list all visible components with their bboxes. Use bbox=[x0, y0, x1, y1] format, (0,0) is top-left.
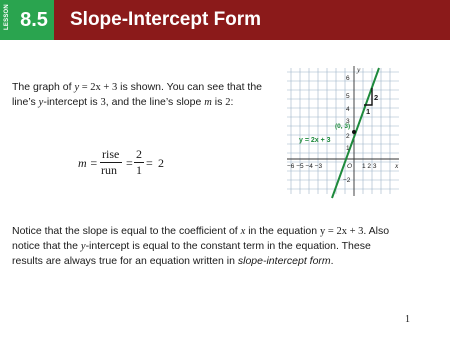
notice-x-var: x bbox=[240, 226, 246, 237]
x-axis-label: x bbox=[395, 161, 399, 170]
header-bar bbox=[0, 0, 450, 40]
intro-eq-y: y bbox=[74, 82, 80, 93]
intro-eq-rest: = 2x + 3 bbox=[79, 82, 118, 93]
y-axis-label: y bbox=[357, 65, 361, 74]
notice-emphasis: slope-intercept form bbox=[237, 255, 331, 267]
notice-y-var: y bbox=[80, 241, 86, 252]
intro-text-5: is bbox=[211, 96, 226, 108]
notice-text-5: . bbox=[330, 255, 334, 267]
formula-lhs: m = bbox=[78, 156, 98, 170]
formula-denominator: 1 bbox=[136, 163, 142, 177]
formula-numerator: 2 bbox=[136, 147, 142, 161]
notice-text-3: . Also notice that the bbox=[12, 225, 390, 252]
y-tick-neg-2: −2 bbox=[343, 177, 351, 184]
intro-text-4: , and the line’s slope bbox=[105, 96, 205, 108]
y-tick-4: 4 bbox=[346, 106, 350, 113]
lesson-tag bbox=[0, 0, 14, 40]
x-ticks-positive: 1 2 3 bbox=[362, 163, 377, 170]
intro-paragraph bbox=[12, 80, 262, 110]
lesson-tag-label: LESSON bbox=[4, 4, 10, 30]
formula-rise: rise bbox=[102, 147, 120, 161]
page-number: 1 bbox=[405, 314, 410, 325]
intercept-point-label: (0, 3) bbox=[335, 123, 351, 130]
intro-text-2: is shown. You can see that the line’s bbox=[12, 81, 263, 108]
run-label: 1 bbox=[366, 107, 371, 116]
formula-run: run bbox=[101, 163, 117, 177]
intro-slope-value: 2 bbox=[225, 97, 231, 108]
line-graph bbox=[283, 62, 403, 202]
notice-equation: y = 2x + 3 bbox=[320, 226, 364, 237]
page-title: Slope-Intercept Form bbox=[70, 9, 262, 30]
formula-equals-1: = bbox=[126, 156, 133, 170]
y-tick-1: 1 bbox=[346, 145, 350, 152]
y-tick-6: 6 bbox=[346, 75, 350, 82]
y-tick-5: 5 bbox=[346, 93, 350, 100]
notice-text-2: in the equation bbox=[245, 225, 321, 237]
intro-m-var: m bbox=[204, 97, 212, 108]
equation-label: y = 2x + 3 bbox=[299, 137, 331, 144]
formula-equals-2: = bbox=[146, 156, 153, 170]
intro-text-6: : bbox=[230, 96, 234, 108]
y-tick-3: 3 bbox=[346, 118, 350, 125]
notice-text-4: -intercept is equal to the constant term in the equation. These results are always true for an equation written in bbox=[12, 240, 371, 267]
lesson-number: 8.5 bbox=[14, 0, 54, 40]
notice-paragraph bbox=[12, 224, 392, 268]
intro-intercept-value: 3 bbox=[100, 97, 106, 108]
intro-text-1: The graph of bbox=[12, 81, 75, 93]
notice-text-1: Notice that the slope is equal to the coefficient of bbox=[12, 225, 241, 237]
rise-label: 2 bbox=[374, 93, 379, 102]
x-ticks-negative: −6 −5 −4 −3 bbox=[287, 163, 323, 170]
formula-result: 2 bbox=[158, 156, 164, 170]
origin-label: O bbox=[347, 163, 353, 170]
y-tick-2: 2 bbox=[346, 133, 350, 140]
intro-y-var: y bbox=[38, 97, 44, 108]
intro-text-3: -intercept is bbox=[43, 96, 101, 108]
y-intercept-point bbox=[352, 130, 356, 134]
